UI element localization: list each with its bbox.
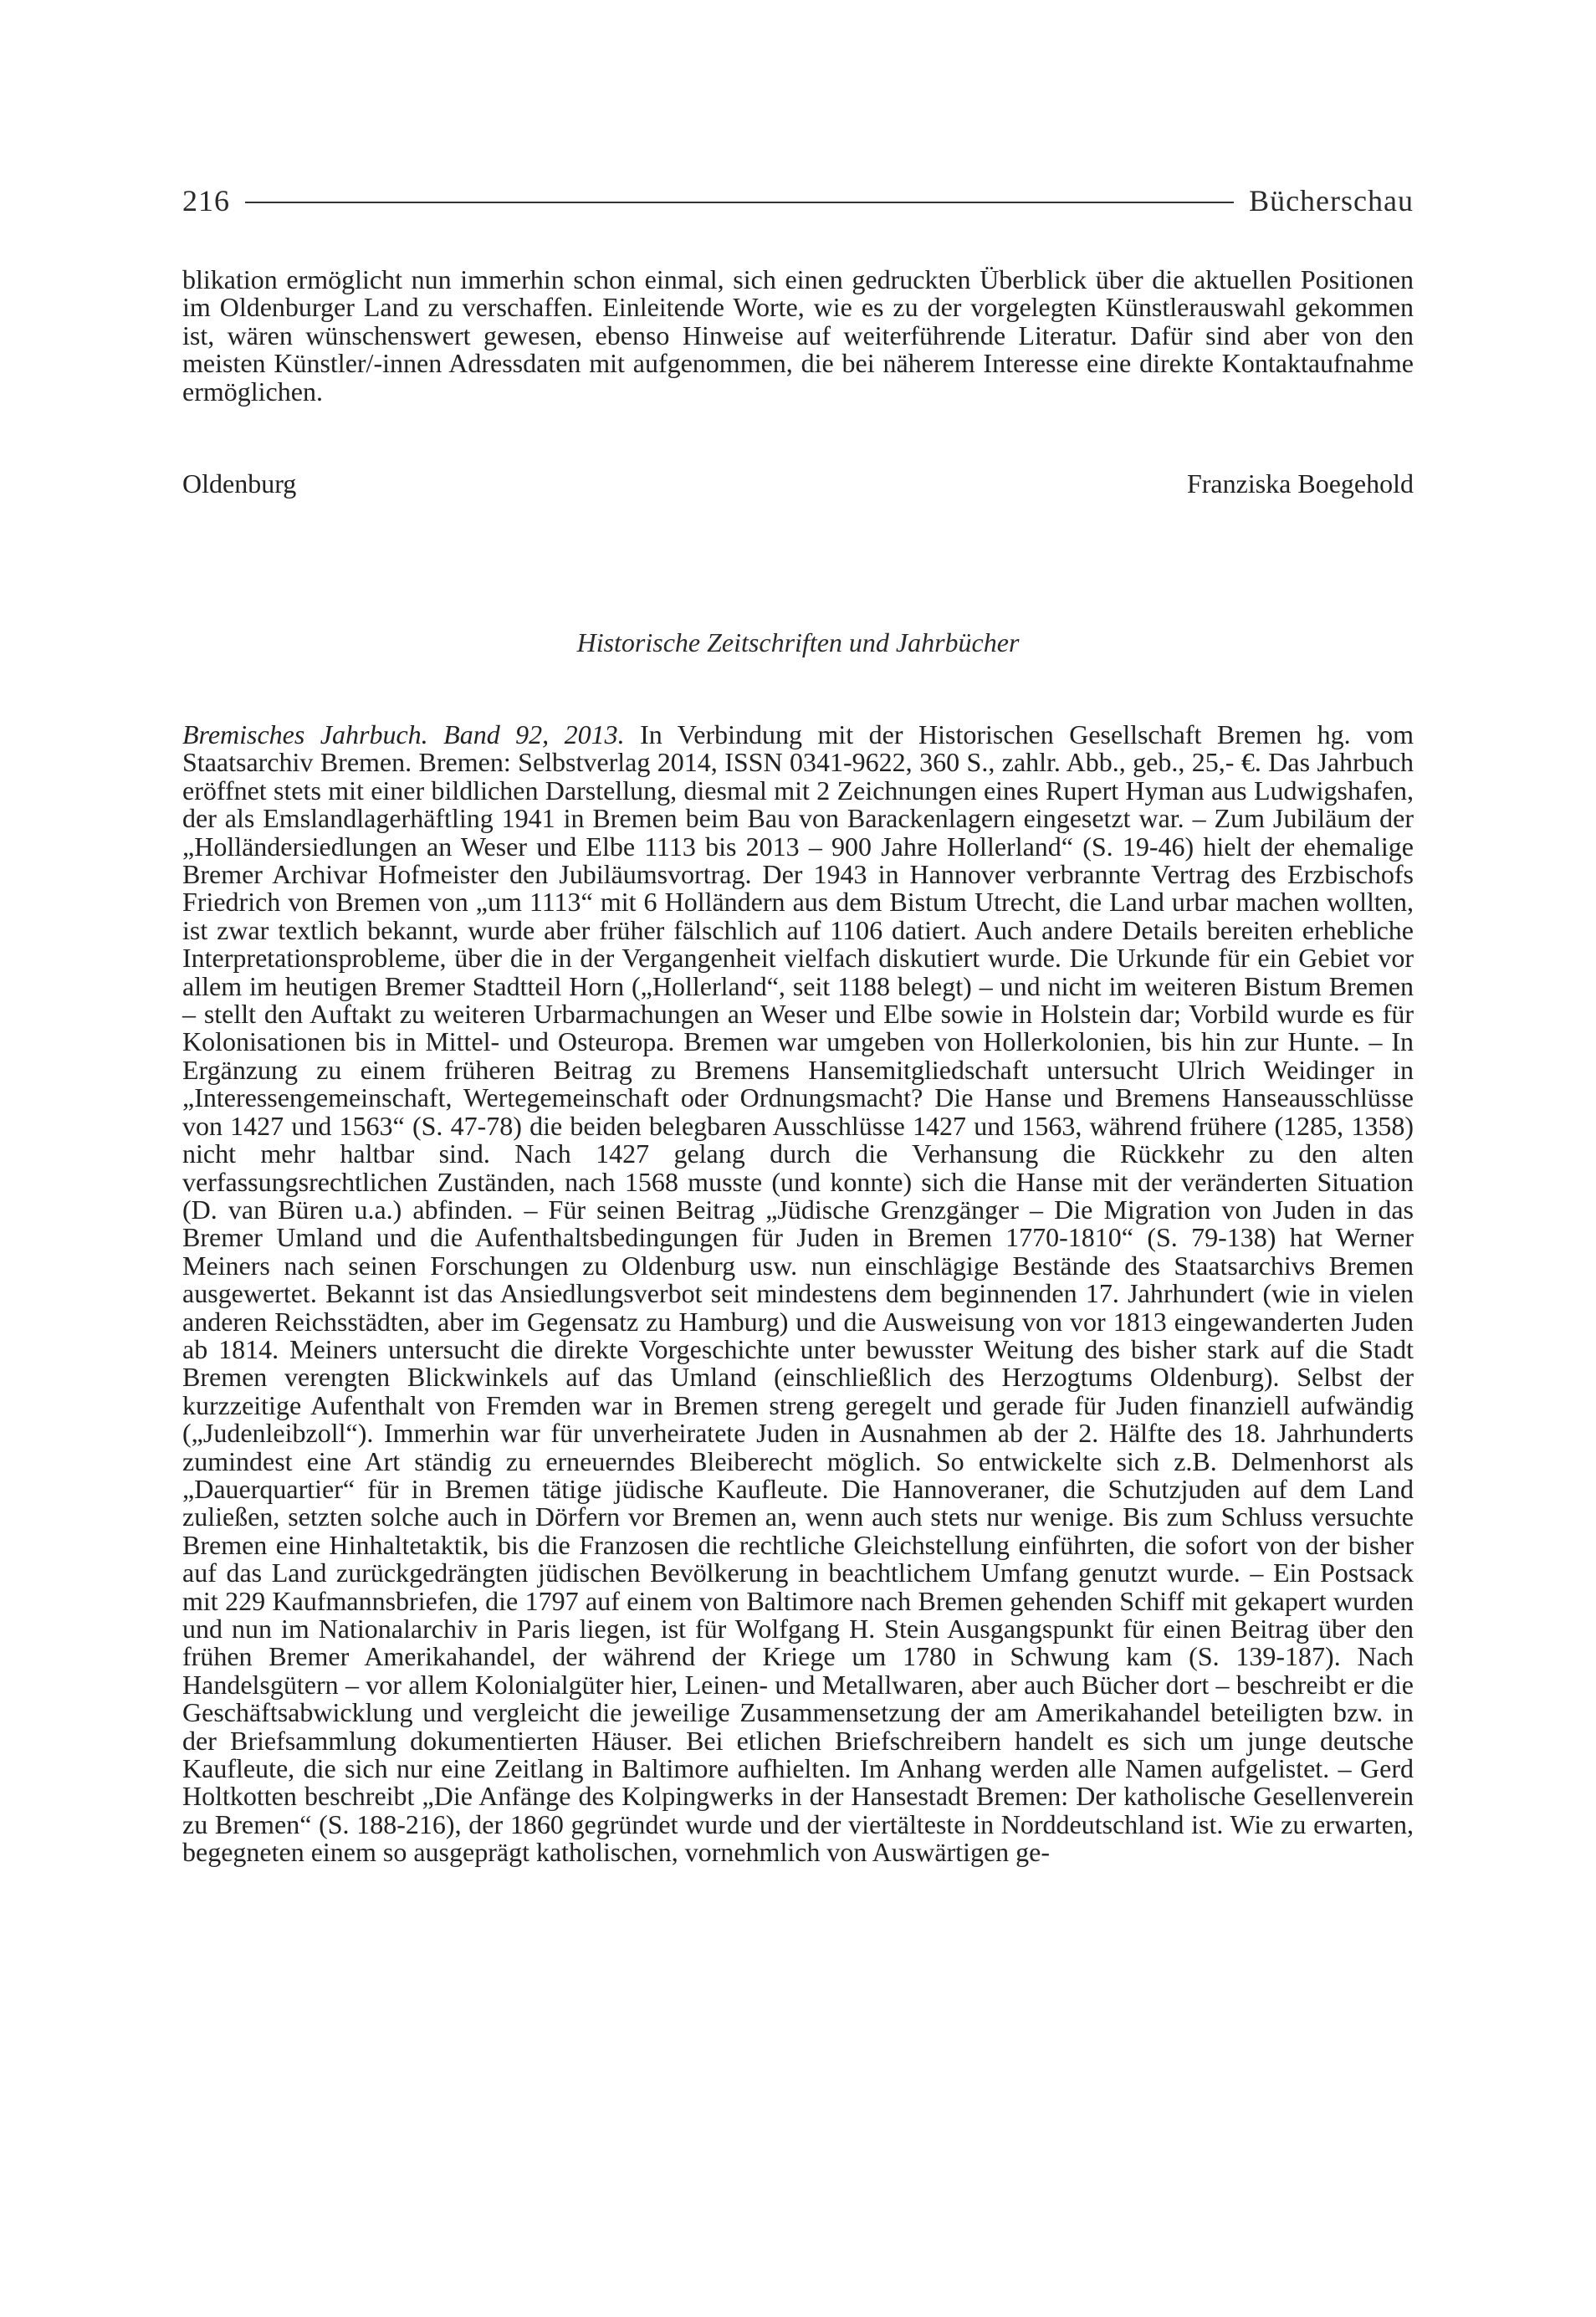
section-name: Bücherschau: [1249, 184, 1414, 217]
header-rule: [245, 202, 1234, 203]
signature-place: Oldenburg: [182, 468, 297, 499]
section-heading: Historische Zeitschriften und Jahrbücher: [576, 627, 1020, 657]
review-signature: [182, 467, 1414, 500]
review-publication-title: Bremisches Jahrbuch. Band 92, 2013.: [182, 719, 625, 749]
intro-paragraph: blikation ermöglicht nun immerhin schon einmal, sich einen gedruckten Überblick über die aktuellen Positionen im Oldenburger Land zu verschaffen. Einleitende Worte, wie es zu der vorgelegten Künstlerauswahl gekommen ist, wären wünschenswert gewesen, ebenso Hinweise auf weiterführende Literatur. Dafür sind aber von den meisten Künstler/-innen Adressdaten mit aufgenommen, die bei näherem Interesse eine direkte Kontaktaufnahme ermöglichen.: [182, 264, 1414, 407]
page-number: 216: [182, 184, 230, 217]
review-paragraph: [182, 721, 1414, 1867]
review-body: In Verbindung mit der Historischen Gesellschaft Bremen hg. vom Staatsarchiv Bremen. Bremen: Selbstverlag 2014, ISSN 0341-9622, 360 S., zahlr. Abb., geb., 25,- €. Das Jahrbuch eröffnet stets mit einer bildlichen Darstellung, diesmal mit 2 Zeichnungen eines Rupert Hyman aus Ludwigshafen, der als Emslandlagerhäftling 1941 in Bremen beim Bau von Barackenlagern eingesetzt war. – Zum Jubiläum der „Holländersiedlungen an Weser und Elbe 1113 bis 2013 – 900 Jahre Hollerland“ (S. 19-46) hielt der ehemalige Bremer Archivar Hofmeister den Jubiläumsvortrag. Der 1943 in Hannover verbrannte Vertrag des Erzbischofs Friedrich von Bremen von „um 1113“ mit 6 Holländern aus dem Bistum Utrecht, die Land urbar machen wollten, ist zwar textlich bekannt, wurde aber früher fälschlich auf 1106 datiert. Auch andere Details bereiten erhebliche Interpretationsprobleme, über die in der Vergangenheit vielfach diskutiert wurde. Die Urkunde für ein Gebiet vor allem im heutigen Bremer Stadtteil Horn („Hollerland“, seit 1188 belegt) – und nicht im weiteren Bistum Bremen – stellt den Auftakt zu weiteren Urbarmachungen an Weser und Elbe sowie in Holstein dar; Vorbild wurde es für Kolonisationen bis in Mittel- und Osteuropa. Bremen war umgeben von Hollerkolonien, bis hin zur Hunte. – In Ergänzung zu einem früheren Beitrag zu Bremens Hansemitgliedschaft untersucht Ulrich Weidinger in „Interessengemeinschaft, Wertegemeinschaft oder Ordnungsmacht? Die Hanse und Bremens Hanseausschlüsse von 1427 und 1563“ (S. 47-78) die beiden belegbaren Ausschlüsse 1427 und 1563, während frühere (1285, 1358) nicht mehr haltbar sind. Nach 1427 gelang durch die Verhansung die Rückkehr zu den alten verfassungsrechtlichen Zuständen, nach 1568 musste (und konnte) sich die Hanse mit der veränderten Situation (D. van Büren u.a.) abfinden. – Für seinen Beitrag „Jüdische Grenzgänger – Die Migration von Juden in das Bremer Umland und die Aufenthaltsbedingungen für Juden in Bremen 1770-1810“ (S. 79-138) hat Werner Meiners nach seinen Forschungen zu Oldenburg usw. nun einschlägige Bestände des Staatsarchivs Bremen ausgewertet. Bekannt ist das Ansiedlungsverbot seit mindestens dem beginnenden 17. Jahrhundert (wie in vielen anderen Reichsstädten, aber im Gegensatz zu Hamburg) und die Ausweisung von vor 1813 eingewanderten Juden ab 1814. Meiners untersucht die direkte Vorgeschichte unter bewusster Weitung des bisher stark auf die Stadt Bremen verengten Blickwinkels auf das Umland (einschließlich des Herzogtums Oldenburg). Selbst der kurzzeitige Aufenthalt von Fremden war in Bremen streng geregelt und gerade für Juden finanziell aufwändig („Judenleibzoll“). Immerhin war für unverheiratete Juden in Ausnahmen ab der 2. Hälfte des 18. Jahrhunderts zumindest eine Art ständig zu erneuerndes Bleiberecht möglich. So entwickelte sich z.B. Delmenhorst als „Dauerquartier“ für in Bremen tätige jüdische Kaufleute. Die Hannoveraner, die Schutzjuden auf dem Land zuließen, setzten solche auch in Dörfern vor Bremen an, wenn auch stets nur wenige. Bis zum Schluss versuchte Bremen eine Hinhaltetaktik, bis die Franzosen die rechtliche Gleichstellung einführten, die sofort von der bisher auf das Land zurückgedrängten jüdischen Bevölkerung in beachtlichem Umfang genutzt wurde. – Ein Postsack mit 229 Kaufmannsbriefen, die 1797 auf einem von Baltimore nach Bremen gehenden Schiff mit gekapert wurden und nun im Nationalarchiv in Paris liegen, ist für Wolfgang H. Stein Ausgangspunkt für einen Beitrag über den frühen Bremer Amerikahandel, der während der Kriege um 1780 in Schwung kam (S. 139-187). Nach Handelsgütern – vor allem Kolonialgüter hier, Leinen- und Metallwaren, aber auch Bücher dort – beschreibt er die Geschäftsabwicklung und vergleicht die jeweilige Zusammensetzung der am Amerikahandel beteiligten bzw. in der Briefsammlung dokumentierten Häuser. Bei etlichen Briefschreibern handelt es sich um junge deutsche Kaufleute, die sich nur eine Zeitlang in Baltimore aufhielten. Im Anhang werden alle Namen aufgelistet. – Gerd Holtkotten beschreibt „Die Anfänge des Kolpingwerks in der Hansestadt Bremen: Der katholische Gesellenverein zu Bremen“ (S. 188-216), der 1860 gegründet wurde und der viertälteste in Norddeutschland ist. Wie zu erwarten, begegneten einem so ausgeprägt katholischen, vornehmlich von Auswärtigen ge-: [182, 719, 1414, 1868]
signature-author: Franziska Boegehold: [1186, 468, 1414, 499]
running-header: [182, 177, 1414, 224]
